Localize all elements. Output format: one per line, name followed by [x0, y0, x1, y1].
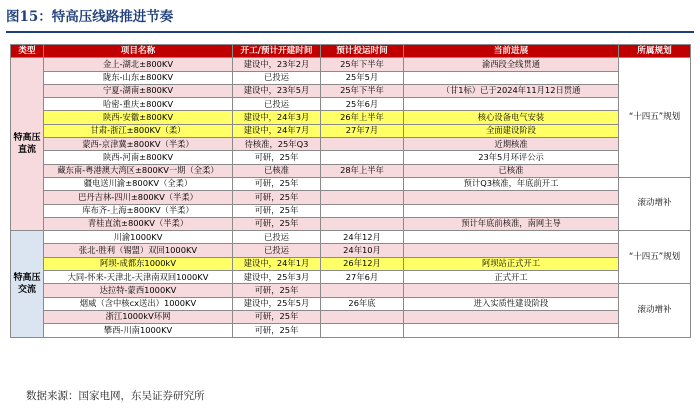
project-name: 达拉特-蒙西1000KV [44, 284, 233, 297]
project-name: 巴丹吉林-四川±800KV（半柔） [44, 191, 233, 204]
table-row [11, 71, 691, 84]
start-time: 可研，25年 [233, 310, 321, 323]
operation-time: 24年10月 [321, 244, 404, 257]
project-name: 大同-怀来-天津北-天津南双回1000KV [44, 271, 233, 284]
operation-time [321, 284, 404, 297]
start-time: 已投运 [233, 231, 321, 244]
table-row [11, 177, 691, 190]
operation-time: 25年5月 [321, 71, 404, 84]
start-time: 建设中，23年2月 [233, 58, 321, 71]
start-time: 已核准 [233, 164, 321, 177]
operation-time [321, 217, 404, 230]
operation-time [321, 191, 404, 204]
table-row [11, 271, 691, 284]
table-row [11, 297, 691, 310]
start-time: 建设中，23年5月 [233, 84, 321, 97]
operation-time: 25年下半年 [321, 84, 404, 97]
start-time: 建设中，25年5月 [233, 297, 321, 310]
table-row [11, 310, 691, 323]
operation-time [321, 324, 404, 337]
operation-time: 25年6月 [321, 98, 404, 111]
project-name: 库布齐-上海±800KV（半柔） [44, 204, 233, 217]
project-name: 陇东-山东±800KV [44, 71, 233, 84]
project-name: 川渝1000KV [44, 231, 233, 244]
table-row [11, 217, 691, 230]
project-name: 陕西-河南±800KV [44, 151, 233, 164]
progress: 渝西段全线贯通 [404, 58, 619, 71]
table-row [11, 324, 691, 337]
project-name: 藏东南-粤港澳大湾区±800KV一期（全柔） [44, 164, 233, 177]
project-name: 阿坝-成都东1000kV [44, 257, 233, 270]
progress: 23年5月环评公示 [404, 151, 619, 164]
table-row [11, 151, 691, 164]
category-ac: 特高压交流 [11, 231, 44, 337]
plan-rolling: 滚动增补 [619, 177, 691, 230]
start-time: 已投运 [233, 244, 321, 257]
table-row [11, 58, 691, 71]
progress: （甘1标）已于2024年11月12日贯通 [404, 84, 619, 97]
project-name: 金上-湖北±800KV [44, 58, 233, 71]
operation-time [321, 151, 404, 164]
progress [404, 71, 619, 84]
start-time: 可研，25年 [233, 177, 321, 190]
operation-time: 25年下半年 [321, 58, 404, 71]
project-name: 蒙西-京津冀±800KV（半柔） [44, 138, 233, 151]
header-start: 开工/预计开建时间 [233, 45, 321, 58]
start-time: 可研，25年 [233, 151, 321, 164]
progress: 近期核准 [404, 138, 619, 151]
table-row [11, 84, 691, 97]
progress: 已核准 [404, 164, 619, 177]
start-time: 建设中，24年1月 [233, 257, 321, 270]
operation-time [321, 138, 404, 151]
start-time: 可研，25年 [233, 217, 321, 230]
project-name: 甘肃-浙江±800KV（柔） [44, 124, 233, 137]
operation-time [321, 204, 404, 217]
operation-time: 24年12月 [321, 231, 404, 244]
start-time: 可研，25年 [233, 191, 321, 204]
table-row-highlighted [11, 124, 691, 137]
progress-table [10, 44, 691, 338]
operation-time [321, 310, 404, 323]
progress [404, 191, 619, 204]
table-row [11, 284, 691, 297]
progress: 核心设备电气安装 [404, 111, 619, 124]
source-note: 数据来源：国家电网，东吴证券研究所 [26, 390, 205, 402]
progress [404, 310, 619, 323]
operation-time: 26年12月 [321, 257, 404, 270]
progress [404, 204, 619, 217]
project-name: 疆电送川渝±800KV（全柔） [44, 177, 233, 190]
progress [404, 284, 619, 297]
operation-time: 27年6月 [321, 271, 404, 284]
operation-time: 26年上半年 [321, 111, 404, 124]
start-time: 已投运 [233, 98, 321, 111]
start-time: 建设中，25年3月 [233, 271, 321, 284]
start-time: 建设中，24年7月 [233, 124, 321, 137]
project-name: 宁夏-湖南±800KV [44, 84, 233, 97]
figure-title: 图15：特高压线路推进节奏 [6, 9, 174, 25]
progress: 预计Q3核准，年底前开工 [404, 177, 619, 190]
header-operation: 预计投运时间 [321, 45, 404, 58]
table-row [11, 231, 691, 244]
plan-145-ac: “十四五”规划 [619, 231, 691, 284]
progress [404, 231, 619, 244]
project-name: 攀西-川南1000KV [44, 324, 233, 337]
table-row-highlighted [11, 111, 691, 124]
operation-time: 27年7月 [321, 124, 404, 137]
progress: 正式开工 [404, 271, 619, 284]
progress: 全面建设阶段 [404, 124, 619, 137]
start-time: 可研，25年 [233, 204, 321, 217]
project-name: 烟威（含中核cx送出）1000KV [44, 297, 233, 310]
start-time: 建设中，24年3月 [233, 111, 321, 124]
operation-time: 28年上半年 [321, 164, 404, 177]
table-row [11, 98, 691, 111]
progress: 阿坝站正式开工 [404, 257, 619, 270]
project-name: 陕西-安徽±800KV [44, 111, 233, 124]
progress [404, 244, 619, 257]
progress [404, 324, 619, 337]
table-row [11, 191, 691, 204]
plan-145: “十四五”规划 [619, 58, 691, 178]
start-time: 可研，25年 [233, 284, 321, 297]
table-row-highlighted [11, 257, 691, 270]
header-progress: 当前进展 [404, 45, 619, 58]
progress [404, 98, 619, 111]
progress: 预计年底前核准，南网主导 [404, 217, 619, 230]
header-plan: 所属规划 [619, 45, 691, 58]
header-type: 类型 [11, 45, 44, 58]
operation-time: 26年底 [321, 297, 404, 310]
start-time: 待核准，25年Q3 [233, 138, 321, 151]
project-name: 青桂直流±800KV（半柔） [44, 217, 233, 230]
table-row [11, 244, 691, 257]
start-time: 可研，25年 [233, 324, 321, 337]
table-row [11, 204, 691, 217]
header-project: 项目名称 [44, 45, 233, 58]
progress: 进入实质性建设阶段 [404, 297, 619, 310]
project-name: 哈密-重庆±800KV [44, 98, 233, 111]
title-rule [6, 31, 694, 33]
project-name: 浙江1000kV环网 [44, 310, 233, 323]
table-row [11, 164, 691, 177]
project-name: 张北-胜利（锡盟）双回1000KV [44, 244, 233, 257]
category-dc: 特高压直流 [11, 58, 44, 231]
operation-time [321, 177, 404, 190]
plan-rolling-ac: 滚动增补 [619, 284, 691, 337]
start-time: 已投运 [233, 71, 321, 84]
table-row [11, 138, 691, 151]
